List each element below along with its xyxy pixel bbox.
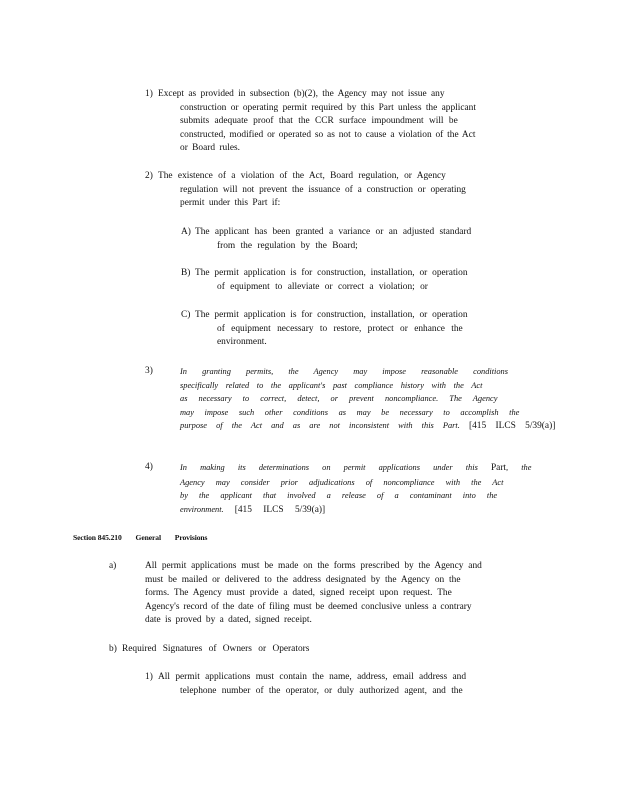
text-line: environment.	[180, 504, 224, 514]
subsection-b	[109, 643, 549, 657]
text-line: In granting permits, the Agency may impose reasonable conditions	[180, 367, 508, 376]
subsection-b-1	[145, 671, 545, 698]
text-line: as necessary to correct, detect, or prevent noncompliance. The Agency	[180, 394, 498, 404]
item-number: 1)	[145, 89, 153, 99]
text-line: by the applicant that involved a release of a contaminant into the	[180, 491, 498, 501]
text-line: permit under this Part if:	[180, 198, 281, 209]
section-title-part-2: Provisions	[174, 533, 208, 542]
text-line: must be mailed or delivered to the address designated by the Agency on the	[145, 574, 461, 585]
text-line: forms. The Agency must provide a dated, signed receipt upon request. The	[145, 588, 452, 599]
subsection-a	[109, 560, 549, 628]
citation: [415 ILCS 5/39(a)]	[468, 421, 556, 432]
text-line: The permit application is for construction, installation, or operation	[195, 268, 468, 278]
text-line: or Board rules.	[180, 143, 240, 154]
paragraph-2	[145, 170, 545, 211]
text-line: environment.	[217, 337, 267, 348]
text-line: of equipment necessary to restore, protect or enhance the	[217, 323, 463, 334]
item-number: 4)	[145, 462, 153, 472]
text-line: In making its determinations on permit applications under this	[180, 463, 478, 472]
item-number: A)	[181, 227, 191, 237]
text-line: regulation will not prevent the issuance of a construction or operating	[180, 184, 466, 195]
item-number: 1)	[145, 672, 153, 682]
text-line: may impose such other conditions as may be necessary to accomplish the	[180, 407, 520, 417]
item-number: 2)	[145, 171, 153, 181]
paragraph-3	[145, 365, 556, 434]
section-heading	[73, 533, 219, 542]
item-number: b)	[109, 644, 117, 654]
text-line: Agency's record of the date of filing must be deemed conclusive unless a contrary	[145, 601, 472, 612]
paragraph-4: 4) In making its determinations on permit applications under this Part, the Agency may consider prior adjudications of noncompliance with the Act by the applicant that involved a release of a contaminant into the environment. [415 ILCS 5/39(a)]	[145, 461, 545, 517]
text-line: The existence of a violation of the Act, Board regulation, or Agency	[158, 171, 446, 181]
section-title-part-1: General	[135, 533, 161, 542]
text-line: of equipment to alleviate or correct a violation; or	[217, 281, 428, 292]
item-number: 3)	[145, 366, 153, 376]
paragraph-c-upper	[181, 309, 541, 350]
subsection-title: Required Signatures of Owners or Operators	[122, 644, 310, 654]
text-line: construction or operating permit required by this Part unless the applicant	[180, 102, 476, 113]
text-line: from the regulation by the Board;	[217, 240, 358, 251]
citation: [415 ILCS 5/39(a)]	[234, 504, 326, 515]
section-number: Section 845.210	[73, 533, 122, 542]
item-number: a)	[109, 561, 117, 571]
text-line: The permit application is for construction, installation, or operation	[195, 310, 468, 320]
text-line: date is proved by a dated, signed receipt.	[145, 615, 312, 626]
text-line: The applicant has been granted a variance or an adjusted standard	[195, 227, 472, 237]
text-line: Agency may consider prior adjudications of noncompliance with the Act	[180, 477, 504, 487]
paragraph-b-upper	[181, 267, 541, 294]
text-line: specifically related to the applicant's past compliance history with the Act	[180, 380, 483, 390]
text-line: Except as provided in subsection (b)(2), the Agency may not issue any	[158, 89, 445, 99]
item-number: C)	[181, 310, 191, 320]
text-line: purpose of the Act and as are not inconsistent with this Part.	[180, 421, 460, 431]
item-number: B)	[181, 268, 191, 278]
text-line: submits adequate proof that the CCR surface impoundment will be	[180, 116, 458, 127]
text-line: All permit applications must contain the name, address, email address and	[158, 672, 467, 682]
paragraph-1	[145, 88, 545, 156]
text-line: telephone number of the operator, or duly authorized agent, and the	[180, 685, 463, 696]
part-word: Part	[490, 463, 507, 473]
text-line: constructed, modified or operated so as not to cause a violation of the Act	[180, 129, 476, 140]
text-line: All permit applications must be made on the forms prescribed by the Agency and	[145, 561, 482, 571]
paragraph-a-upper	[181, 226, 541, 253]
